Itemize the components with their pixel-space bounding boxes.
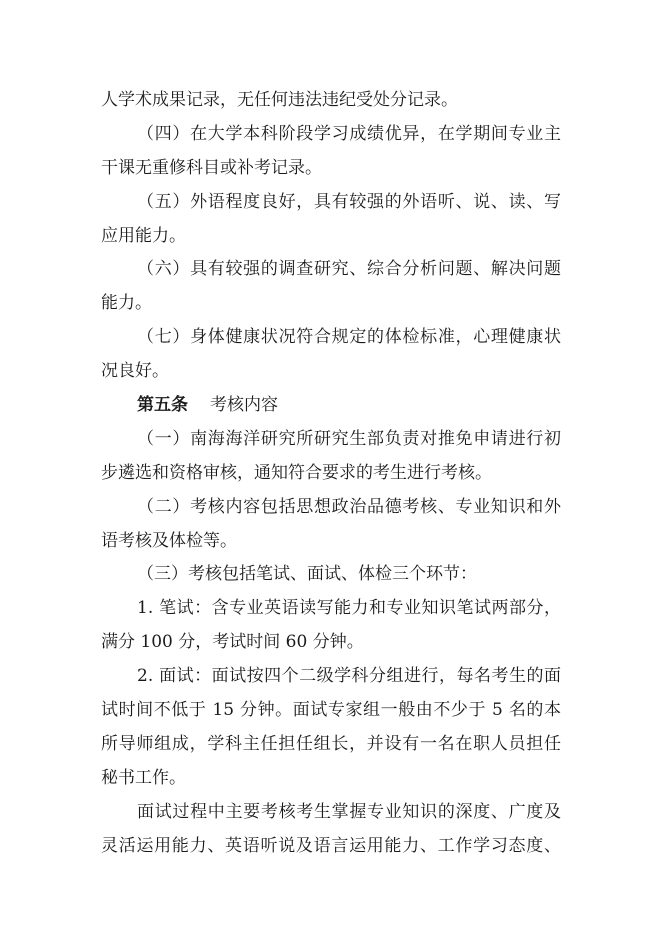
text-line: 满分 100 分，考试时间 60 分钟。 [101, 632, 364, 653]
text-line: 人学术成果记录，无任何违法违纪受处分记录。 [101, 90, 458, 110]
text-line: 所导师组成，学科主任担任组长，并设有一名在职人员担任 [101, 733, 561, 754]
text-line: 干课无重修科目或补考记录。 [101, 157, 322, 178]
text-line: 况良好。 [101, 361, 169, 382]
article-heading [101, 389, 561, 423]
article-title: 考核内容 [210, 395, 278, 416]
text-line: 灵活运用能力、英语听说及语言运用能力、工作学习态度、 [101, 835, 561, 856]
text-line: （七）身体健康状况符合规定的体检标准，心理健康状 [137, 327, 561, 348]
text-line: 试时间不低于 15 分钟。面试专家组一般由不少于 5 名的本 [101, 700, 561, 721]
text-line: （四）在大学本科阶段学习成绩优异，在学期间专业主 [137, 123, 561, 144]
text-line: 应用能力。 [101, 225, 186, 246]
text-line: 语考核及体检等。 [101, 530, 237, 551]
paragraph-block-assessment [101, 423, 561, 864]
text-line: （一）南海海洋研究所研究生部负责对推免申请进行初 [137, 428, 561, 449]
text-line: 2. 面试：面试按四个二级学科分组进行，每名考生的面 [137, 666, 561, 687]
text-line: 1. 笔试：含专业英语读写能力和专业知识笔试两部分， [137, 598, 561, 619]
document-page [101, 84, 561, 863]
text-line: 秘书工作。 [101, 767, 186, 788]
text-line: 步遴选和资格审核，通知符合要求的考生进行考核。 [101, 462, 492, 483]
paragraph-block-requirements [101, 84, 561, 389]
text-line: （五）外语程度良好，具有较强的外语听、说、读、写 [137, 191, 561, 212]
text-line: （六）具有较强的调查研究、综合分析问题、解决问题 [137, 259, 561, 280]
text-line: （二）考核内容包括思想政治品德考核、专业知识和外 [137, 496, 561, 517]
text-line: 能力。 [101, 293, 152, 314]
article-number: 第五条 [137, 395, 188, 416]
text-line: （三）考核包括笔试、面试、体检三个环节： [137, 564, 477, 585]
text-line: 面试过程中主要考核考生掌握专业知识的深度、广度及 [137, 801, 561, 822]
